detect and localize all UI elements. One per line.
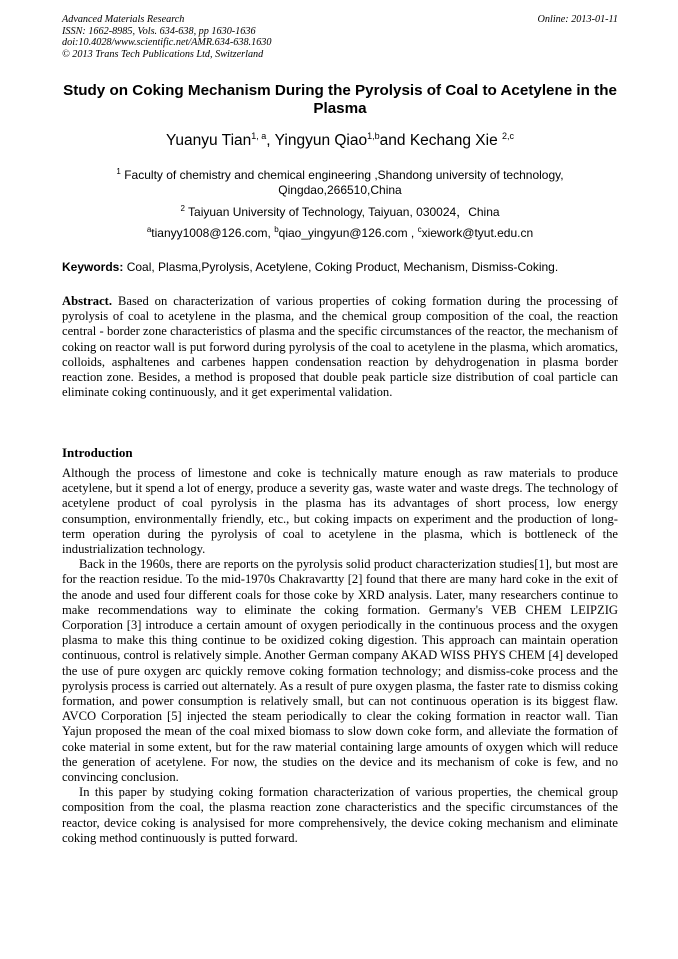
author-separator: and [379, 132, 410, 150]
keywords-label: Keywords: [62, 260, 124, 274]
copyright-line: © 2013 Trans Tech Publications Ltd, Switzerland [62, 48, 264, 60]
author-name: Kechang Xie [409, 132, 498, 150]
section-heading-introduction: Introduction [62, 445, 133, 460]
journal-name: Advanced Materials Research [62, 14, 185, 25]
journal-header [62, 14, 618, 60]
author-name: Yuanyu Tian [165, 132, 252, 150]
author-affil-sup: 1, a [251, 131, 267, 141]
intro-paragraph-2: Back in the 1960s, there are reports on the pyrolysis solid product characterization studies[1], but most are for the reaction residue. To the mid-1970s Chakravartty [2] found that there are many hard coke in the exit of the anode and used four different coals for those coke by XRD analysis. Later, many researchers continue to make recommendations way to eliminate the coking formation. Germany's VEB CHEM LEIPZIG Corporation [3] introduce a certain amount of oxygen periodically in the continuous process and the oxygen plasma to make this thing continue to be oxidized coking digestion. This approach can maintain operation continuous, control is relatively simple. Another German company AKAD WISS PHYS CHEM [4] developed the use of pure oxygen arc quickly remove coking formation technology; and dismiss-coke process and the pyrolysis process is carried out alternately. As a result of pure oxygen plasma, the faster rate to dismiss coking formation, and power consumption is relatively small, but can not continuous operation is its biggest flaw. AVCO Corporation [5] injected the steam periodically to clear the coking formation in reactor wall. Tian Yajun proposed the mean of the coal mixed biomass to slow down coke form, and alleviate the formation of coke material in some extent, but for the raw material containing large amounts of oxygen which will reduce the generation of acetylene. For now, the studies on the device and its mechanism of coke is few, and no convincing conclusion. [62, 557, 618, 785]
online-date: Online: 2013-01-11 [537, 14, 618, 25]
affil-text: Taiyuan University of Technology, Taiyuan, 030024，China [188, 205, 500, 219]
abstract-label: Abstract. [62, 294, 113, 308]
keywords-text: Coal, Plasma,Pyrolysis, Acetylene, Coking Product, Mechanism, Dismiss-Coking. [123, 260, 559, 274]
affil-sup: 1 [116, 167, 121, 176]
author-affil-sup: 2,c [502, 131, 515, 141]
intro-body [62, 466, 618, 846]
email-line [62, 222, 618, 241]
email-b[interactable]: qiao_yingyun@126.com , [278, 226, 418, 240]
intro-paragraph-3: In this paper by studying coking formation characterization of various properties, the chemical group composition from the coal, the plasma reaction zone characteristics and the specific circumstances of the reactor, device coking is analysised for more comprehensively, the device coking mechanism and eliminate coking method continuously is putted forward. [62, 785, 618, 845]
email-sup: b [274, 225, 279, 234]
abstract-text: Based on characterization of various properties of coking formation during the processing of pyrolysis of coal to acetylene in the plasma, and the chemical group composition of the coal, the reaction central - border zone characteristics of plasma and the specific circumstances of the reactor, the mechanism of coking on reactor wall is put forword during pyrolysis of the coal to acetylene in the plasma, which aromatics, colloids, asphaltenes and carbenes happen condensation reaction by dehydrogenation in plasma border reaction zone. Besides, a method is proposed that double peak particle size distribution of coal particle can eliminate coking continuously, and it get experimental validation. [62, 294, 618, 400]
email-sup: a [146, 225, 152, 234]
paper-title: Study on Coking Mechanism During the Pyrolysis of Coal to Acetylene in the Plasma [63, 82, 617, 117]
abstract [62, 294, 618, 400]
affil-sup: 2 [180, 204, 185, 213]
author-name: Yingyun Qiao [274, 132, 368, 150]
affiliation-2 [62, 201, 618, 220]
affiliation-1 [62, 164, 618, 198]
doi-line: doi:10.4028/www.scientific.net/AMR.634-638.1630 [62, 37, 272, 49]
author-list [62, 131, 618, 150]
keywords [62, 260, 618, 274]
intro-paragraph-1: Although the process of limestone and coke is technically mature enough as raw materials to produce acetylene, but it spend a lot of energy, produce a severity gas, waste water and waste dregs. The technology of acetylene product of coal pyrolysis in the plasma has its advantages of short process, low energy consumption, environmentally friendly, etc., but coking impacts on experiment and the production of long-term operation during the pyrolysis of coal to acetylene in the plasma, which is bottleneck of the industrialization technology. [62, 466, 618, 557]
email-c[interactable]: xiework@tyut.edu.cn [421, 226, 534, 240]
author-affil-sup: 1,b [367, 131, 380, 141]
affil-text: Faculty of chemistry and chemical engineering ,Shandong university of technology, Qingdao,266510,China [124, 168, 564, 197]
email-sup: c [417, 225, 422, 234]
issn-line: ISSN: 1662-8985, Vols. 634-638, pp 1630-1636 [62, 25, 256, 37]
author-separator: , [266, 132, 275, 150]
email-a[interactable]: tianyy1008@126.com, [151, 226, 275, 240]
